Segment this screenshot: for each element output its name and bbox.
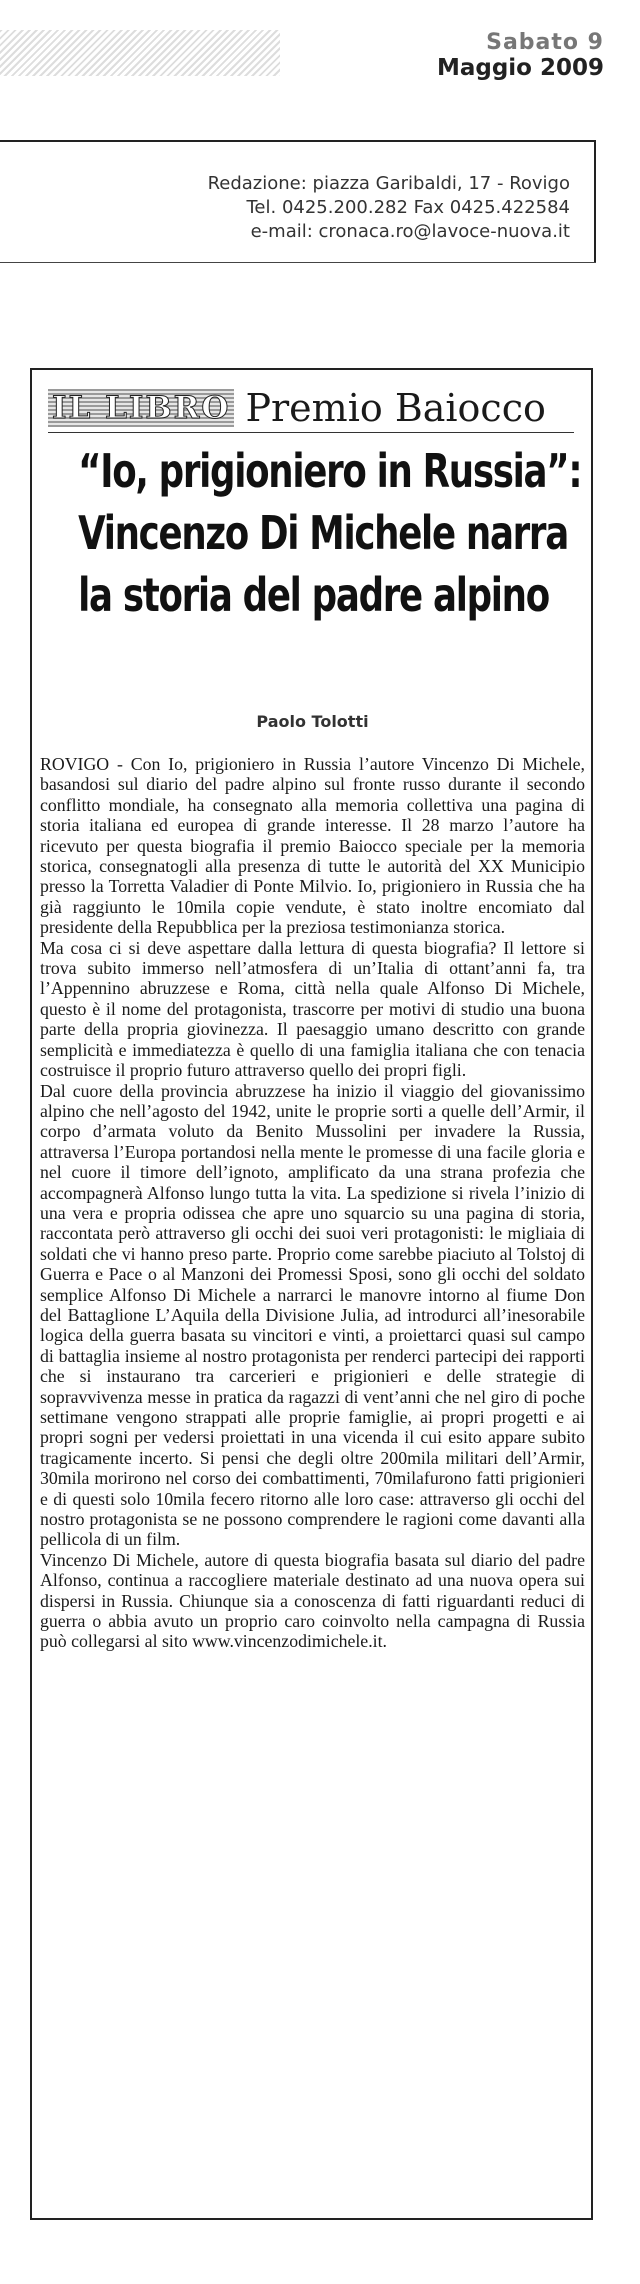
issue-date [437, 30, 604, 81]
masthead-halftone-strip [0, 30, 280, 76]
contact-box-bottom-rule [0, 262, 596, 263]
newsroom-contact [208, 172, 570, 244]
kicker-title: Premio Baiocco [245, 386, 546, 430]
article-paragraph: Vincenzo Di Michele, autore di questa biografia basata sul diario del padre Alfonso, continua a raccogliere materiale destinato ad una nuova opera sui dispersi in Russia. Chiunque sia a conoscenza di fatti riguardanti reduci di guerra o abbia avuto un proprio caro coinvolto nella campagna di Russia può collegarsi al sito www.vincenzodimichele.it. [40, 1549, 585, 1652]
article-byline: Paolo Tolotti [256, 712, 369, 731]
article-body [40, 754, 585, 1652]
article-kicker [48, 388, 578, 428]
article-paragraph: Ma cosa ci si deve aspettare dalla lettura di questa biografia? Il lettore si trova subito immerso nell’atmosfera di un’Italia di ottant’anni fa, tra l’Appennino abruzzese e Roma, città nella quale Alfonso Di Michele, questo è il nome del protagonista, trascorre per motivi di studio una buona parte della propria giovinezza. Il paesaggio umano descritto con grande semplicità e immediatezza è quello di una famiglia italiana che con tenacia costruisce il proprio futuro attraverso quello dei propri figli. [40, 937, 585, 1081]
article-paragraph: ROVIGO - Con Io, prigioniero in Russia l’autore Vincenzo Di Michele, basandosi sul diario del padre alpino sul fronte russo durante il secondo conflitto mondiale, ha consegnato alla memoria collettiva una pagina di storia italiana ed europea di grande interesse. Il 28 marzo l’autore ha ricevuto per questa biografia il premio Baiocco speciale per la memoria storica, consegnatogli alla presenza di tutte le autorità del XX Municipio presso la Torretta Valadier di Ponte Milvio. Io, prigioniero in Russia che ha già raggiunto le 10mila copie vendute, è stato inoltre encomiato dal presidente della Repubblica per la preziosa testimonianza storica. [40, 754, 585, 938]
headline-line: la storia del padre alpino [78, 568, 549, 622]
issue-month-year: Maggio 2009 [436, 55, 604, 81]
contact-box-right-rule [594, 140, 596, 262]
headline-line: Vincenzo Di Michele narra [78, 506, 568, 560]
kicker-underline [48, 432, 574, 433]
section-tag: IL LIBRO [48, 389, 234, 427]
headline-line: “Io, prigioniero in Russia”: [78, 444, 582, 498]
article-headline [40, 440, 585, 626]
contact-box-top-rule [0, 140, 596, 142]
newsroom-phone-fax: Tel. 0425.200.282 Fax 0425.422584 [246, 197, 570, 218]
newsroom-email: e-mail: cronaca.ro@lavoce-nuova.it [250, 221, 570, 242]
article-paragraph: Dal cuore della provincia abruzzese ha inizio il viaggio del giovanissimo alpino che nell’agosto del 1942, unite le proprie sorti a quelle dell’Armir, il corpo d’armata voluto da Benito Mussolini per invadere la Russia, attraversa l’Europa portandosi nella mente le promesse di una facile gloria e nel cuore il timore dell’ignoto, amplificato da una strana profezia che accompagnerà Alfonso lungo tutta la vita. La spedizione si rivela l’inizio di una vera e propria odissea che apre uno squarcio su una pagina di storia, raccontata però attraverso gli occhi dei suoi veri protagonisti: le migliaia di soldati che vi hanno preso parte. Proprio come sarebbe piaciuto al Tolstoj di Guerra e Pace o al Manzoni dei Promessi Sposi, sono gli occhi del soldato semplice Alfonso Di Michele a narrarci le manovre intorno al fiume Don del Battaglione L’Aquila della Divisione Julia, ad introdurci all’inesorabile logica della guerra basata su vincitori e vinti, a proiettarci quasi sul campo di battaglia insieme al nostro protagonista per renderci partecipi dei rapporti che si instaurano tra carcerieri e prigionieri e delle strategie di sopravvivenza messe in pratica da ragazzi di vent’anni che nel giro di poche settimane vengono strappati alle proprie famiglie, ai propri progetti e ai propri sogni per vedersi proiettati in una vicenda il cui esito appare subito tragicamente incerto. Si pensi che degli oltre 200mila militari dell’Armir, 30mila morirono nel corso dei combattimenti, 70milafurono fatti prigionieri e di questi solo 10mila fecero ritorno alle loro case: attraverso gli occhi del nostro protagonista se ne possono comprendere le ragioni come davanti alla pellicola di un film. [40, 1080, 585, 1550]
newsroom-address: Redazione: piazza Garibaldi, 17 - Rovigo [207, 173, 570, 194]
issue-day: Sabato 9 [486, 30, 604, 55]
